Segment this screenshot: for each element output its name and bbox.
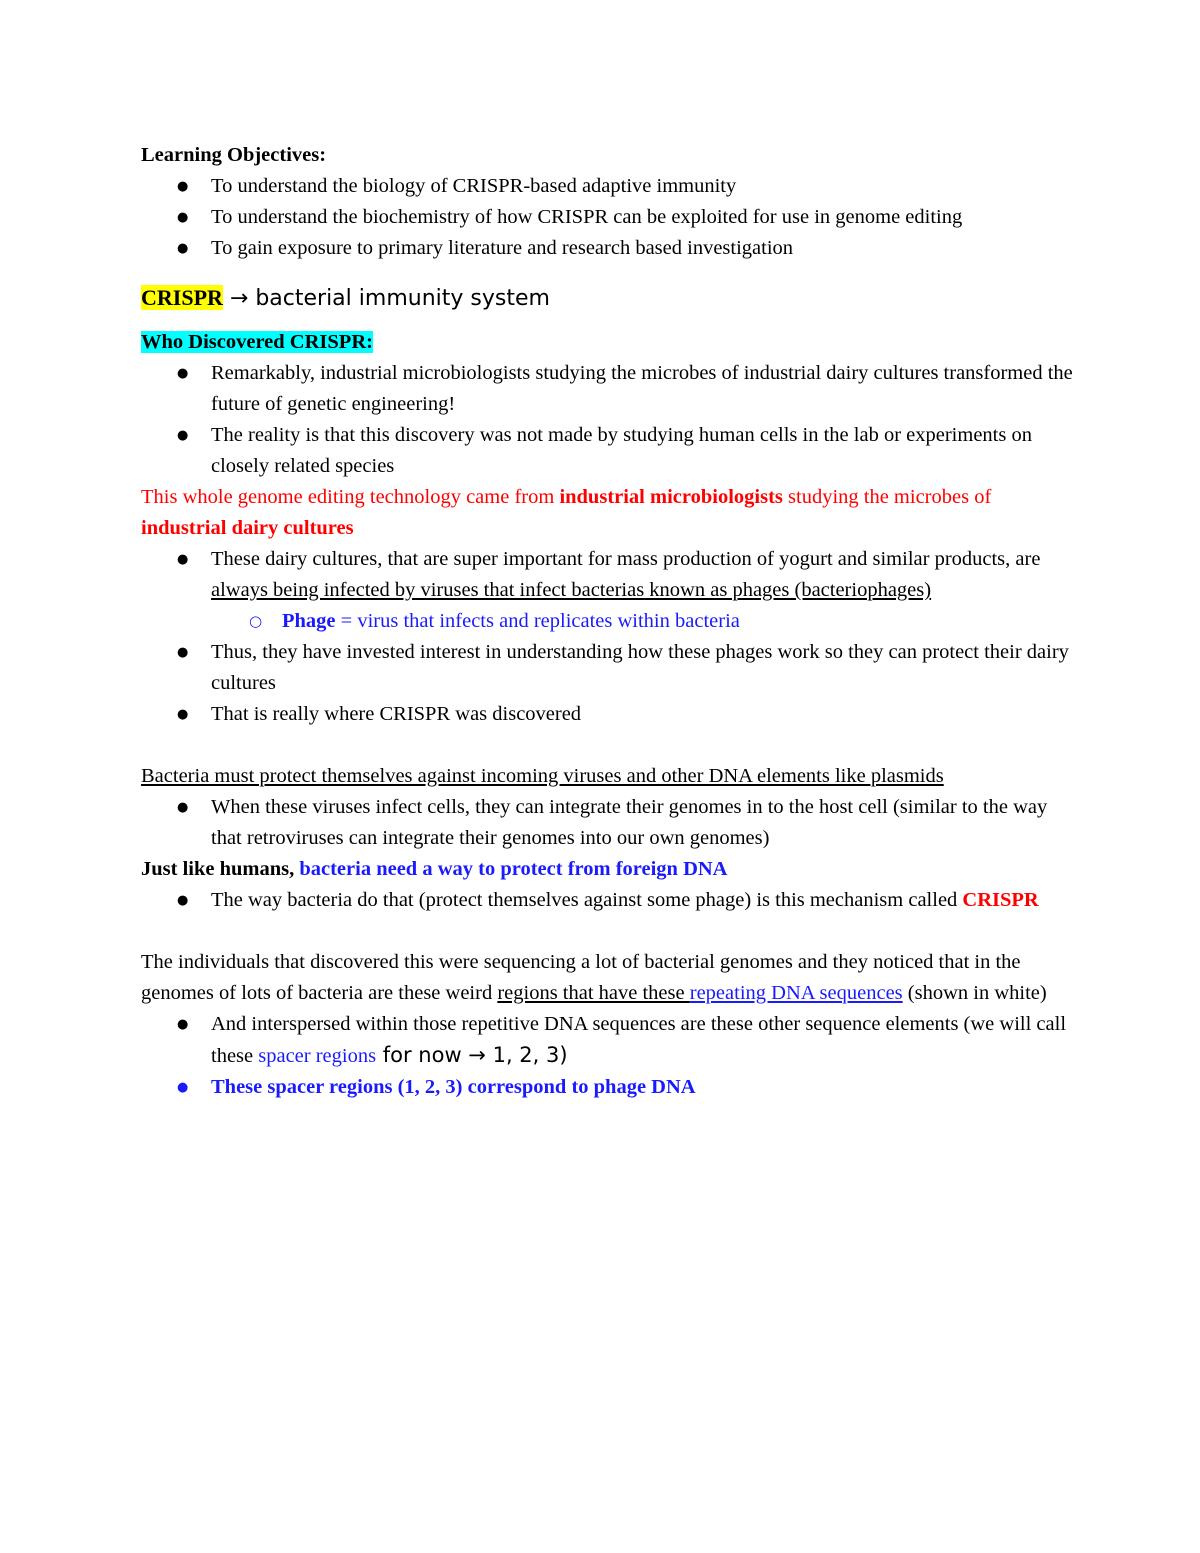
list-item: ● To gain exposure to primary literature and research based investigation bbox=[141, 233, 1081, 264]
just-like-humans-line: Just like humans, bacteria need a way to protect from foreign DNA bbox=[141, 858, 728, 880]
list-item: ● And interspersed within those repetitive DNA sequences are these other sequence elements (we will call these spacer regions for now → 1, 2, 3) bbox=[141, 1009, 1081, 1072]
list-item: ● Remarkably, industrial microbiologists studying the microbes of industrial dairy cultures transformed the future of genetic engineering! bbox=[141, 358, 1081, 420]
crispr-subtitle: → bacterial immunity system bbox=[222, 286, 550, 311]
document-page bbox=[141, 140, 1081, 1103]
list-item: ● When these viruses infect cells, they can integrate their genomes in to the host cell (similar to the way that retroviruses can integrate their genomes into our own genomes) bbox=[141, 792, 1081, 854]
dairy-list bbox=[141, 544, 1081, 730]
list-item: ● That is really where CRISPR was discovered bbox=[141, 699, 1081, 730]
bacteria-list bbox=[141, 792, 1081, 854]
list-item: ● These spacer regions (1, 2, 3) correspond to phage DNA bbox=[141, 1072, 1081, 1103]
objectives-list bbox=[141, 171, 1081, 264]
phage-definition: ○ Phage = virus that infects and replicates within bacteria bbox=[141, 606, 1081, 637]
who-discovered-heading: Who Discovered CRISPR: bbox=[141, 331, 373, 353]
learning-objectives-heading: Learning Objectives: bbox=[141, 144, 327, 166]
list-item: ● These dairy cultures, that are super important for mass production of yogurt and similar products, are always being infected by viruses that infect bacterias known as phages (bacteriophages) bbox=[141, 544, 1081, 606]
mechanism-list bbox=[141, 885, 1081, 916]
list-item: ● The reality is that this discovery was not made by studying human cells in the lab or experiments on closely related species bbox=[141, 420, 1081, 482]
list-item: ● The way bacteria do that (protect themselves against some phage) is this mechanism called CRISPR bbox=[141, 885, 1081, 916]
list-item: ● To understand the biology of CRISPR-based adaptive immunity bbox=[141, 171, 1081, 202]
crispr-heading bbox=[141, 282, 1081, 314]
bacteria-heading: Bacteria must protect themselves against incoming viruses and other DNA elements like plasmids bbox=[141, 765, 944, 787]
who-list bbox=[141, 358, 1081, 482]
list-item: ● Thus, they have invested interest in understanding how these phages work so they can protect their dairy cultures bbox=[141, 637, 1081, 699]
spacer-list bbox=[141, 1009, 1081, 1103]
red-summary-paragraph: This whole genome editing technology came from industrial microbiologists studying the microbes of industrial dairy cultures bbox=[141, 486, 992, 539]
list-item: ● To understand the biochemistry of how CRISPR can be exploited for use in genome editing bbox=[141, 202, 1081, 233]
individuals-paragraph: The individuals that discovered this were sequencing a lot of bacterial genomes and they noticed that in the genomes of lots of bacteria are these weird regions that have these repeating DNA sequences (shown in white) bbox=[141, 951, 1047, 1004]
crispr-term: CRISPR bbox=[141, 285, 223, 310]
